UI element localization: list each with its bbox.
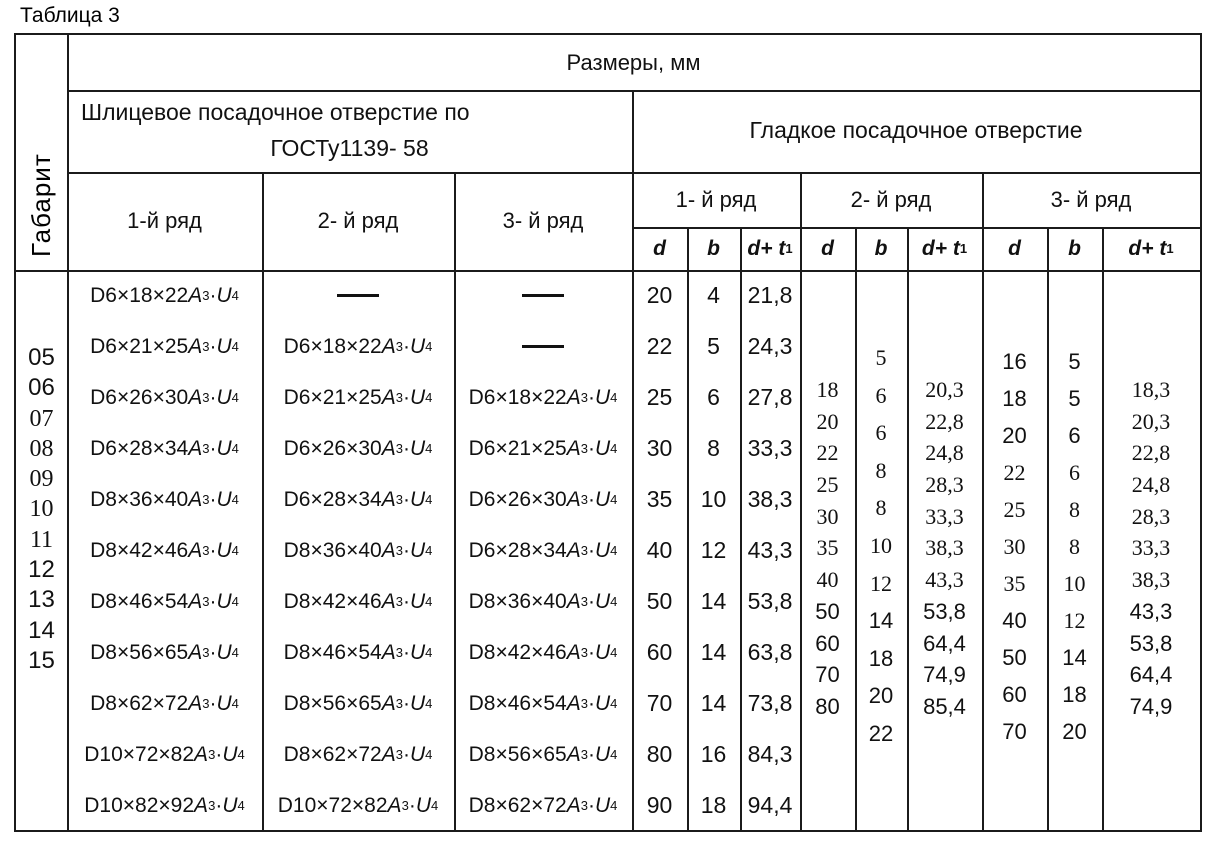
table-cell: 50 (646, 588, 673, 614)
table-cell: D10×82×92 A 3 · U 4 (84, 793, 245, 817)
subheader-b-1: b (707, 236, 720, 260)
table-cell: 24,3 (747, 333, 793, 359)
table-cell: 38,3 (1131, 567, 1171, 593)
table-cell: 5 (1068, 349, 1081, 374)
table-cell: D6×21×25 A 3 · U 4 (90, 334, 239, 358)
table-cell: 13 (28, 586, 55, 614)
subheader-dt1-2: d+ t 1 (921, 236, 968, 260)
table-cell: 35 (646, 486, 673, 512)
table-cell: 6 (1068, 423, 1081, 448)
table-cell: 10 (870, 532, 892, 558)
table-cell: 74,9 (1129, 693, 1173, 719)
table-cell: D8×42×46 A 3 · U 4 (90, 538, 239, 562)
table-cell (262, 270, 454, 321)
table-cell: 14 (700, 639, 727, 665)
table-cell: 64,4 (923, 630, 966, 656)
table-cell: 70 (1002, 719, 1027, 744)
column-smooth3-d (982, 351, 1047, 743)
table-cell: 20 (868, 683, 894, 709)
table-cell: 38,3 (925, 535, 964, 561)
subheader-d-3: d (1008, 236, 1021, 260)
table-cell: 18 (700, 792, 727, 818)
column-header-gabarit: Габарит (26, 153, 56, 257)
table-cell: 90 (646, 792, 673, 818)
table-cell: 73,8 (747, 690, 793, 716)
table-cell: 35 (1003, 571, 1026, 596)
table-cell: D8×46×54 A 3 · U 4 (468, 691, 618, 715)
table-cell: 43,3 (747, 537, 793, 563)
column-spline-row3-values (454, 270, 632, 831)
table-cell: 24,8 (1131, 472, 1171, 498)
table-cell: 18 (816, 377, 839, 402)
table-cell: 09 (29, 466, 54, 493)
table-cell: 60 (1002, 682, 1027, 707)
table-cell: 8 (1069, 534, 1080, 559)
header-smooth-row1: 1- й ряд (675, 186, 757, 212)
table-cell: D6×26×30 A 3 · U 4 (468, 487, 618, 511)
table-cell: D8×62×72 A 3 · U 4 (90, 691, 239, 715)
table-cell: 18 (1062, 682, 1087, 707)
dash-placeholder (522, 294, 564, 297)
table-cell: 28,3 (925, 472, 964, 498)
table-cell: 10 (29, 496, 54, 523)
table-cell: D6×28×34 A 3 · U 4 (283, 487, 433, 511)
table-cell: 16 (700, 741, 727, 767)
table-cell: 22,8 (925, 408, 964, 434)
table-cell: 50 (1002, 645, 1027, 670)
table-cell: 06 (28, 374, 55, 402)
header-smooth-row3: 3- й ряд (1050, 186, 1132, 212)
dash-placeholder (522, 345, 564, 348)
table-cell: 12 (28, 556, 55, 584)
table-cell: 15 (28, 646, 55, 674)
table-cell: 6 (875, 382, 887, 408)
table-cell: 20 (816, 408, 839, 434)
table-cell: D6×18×22 A 3 · U 4 (468, 385, 618, 409)
header-smooth-group (632, 90, 1200, 172)
table-cell: 27,8 (747, 384, 793, 410)
table-cell: D8×62×72 A 3 · U 4 (283, 742, 433, 766)
table-cell: 8 (875, 495, 887, 521)
table-cell: 70 (815, 662, 840, 688)
table-cell: 8 (1069, 497, 1080, 522)
dimensions-table (14, 33, 1202, 832)
column-smooth2-d (800, 379, 855, 718)
table-cell: 43,3 (925, 567, 964, 593)
table-cell: 40 (646, 537, 673, 563)
table-cell: 30 (816, 503, 839, 529)
table-cell: 4 (707, 282, 720, 308)
table-cell: 53,8 (1129, 630, 1173, 656)
table-cell: D6×21×25 A 3 · U 4 (283, 385, 433, 409)
table-cell: 20,3 (925, 377, 964, 402)
table-cell: 22 (646, 333, 673, 359)
subheader-d-2: d (821, 236, 834, 260)
table-cell: 8 (875, 457, 887, 483)
table-cell: 14 (868, 608, 894, 634)
table-cell: 94,4 (747, 792, 793, 818)
table-cell: D6×18×22 A 3 · U 4 (90, 283, 239, 307)
table-cell (454, 321, 632, 372)
header-sizes-mm: Размеры, мм (566, 49, 701, 75)
table-cell: D8×46×54 A 3 · U 4 (283, 640, 433, 664)
table-cell: 14 (700, 588, 727, 614)
table-cell: D8×62×72 A 3 · U 4 (468, 793, 618, 817)
table-cell: 28,3 (1131, 503, 1171, 529)
header-spline-row3: 3- й ряд (502, 208, 584, 233)
table-cell: 80 (646, 741, 673, 767)
table-cell: D6×26×30 A 3 · U 4 (283, 436, 433, 460)
table-cell: 18,3 (1131, 377, 1171, 402)
table-cell: D8×42×46 A 3 · U 4 (283, 589, 433, 613)
column-smooth1-d (632, 270, 687, 831)
table-cell: 12 (700, 537, 727, 563)
table-cell: 8 (707, 435, 720, 461)
table-cell: 6 (875, 420, 887, 446)
table-cell: 18 (868, 645, 894, 671)
table-cell: D8×46×54 A 3 · U 4 (90, 589, 239, 613)
table-cell: 20 (1062, 719, 1087, 744)
table-cell: 85,4 (923, 693, 966, 719)
header-spline-group (67, 90, 632, 172)
header-smooth-group-label: Гладкое посадочное отверстие (749, 117, 1083, 144)
subheader-b-2: b (874, 236, 888, 260)
table-cell: 43,3 (1129, 598, 1173, 624)
table-cell: 64,4 (1129, 662, 1173, 688)
table-cell: 12 (1063, 608, 1086, 633)
subheader-b-3: b (1068, 236, 1081, 260)
column-smooth1-dt1 (740, 270, 800, 831)
table-cell: 5 (875, 345, 887, 370)
table-cell: 22,8 (1131, 440, 1171, 466)
table-cell: 10 (700, 486, 727, 512)
table-cell: 70 (646, 690, 673, 716)
header-spline-group-line2: ГОСТу1139- 58 (270, 135, 429, 161)
table-cell: 84,3 (747, 741, 793, 767)
table-cell: 20,3 (1131, 408, 1171, 434)
table-cell: 80 (815, 693, 840, 719)
table-cell: 38,3 (747, 486, 793, 512)
table-caption: Таблица 3 (20, 4, 120, 27)
table-cell: 5 (1068, 386, 1081, 411)
table-cell: 5 (707, 333, 720, 359)
table-cell: D6×18×22 A 3 · U 4 (283, 334, 433, 358)
table-cell: 08 (29, 435, 54, 462)
table-cell: 25 (816, 472, 839, 498)
table-cell: 63,8 (747, 639, 793, 665)
table-cell: 6 (1069, 460, 1080, 485)
table-cell: 33,3 (925, 503, 964, 529)
table-cell: 30 (1003, 534, 1026, 559)
column-smooth3-b (1047, 351, 1102, 743)
table-cell: 53,8 (923, 598, 966, 624)
table-cell: D6×21×25 A 3 · U 4 (468, 436, 618, 460)
column-spline-row2-values (262, 270, 454, 831)
table-cell: 24,8 (925, 440, 964, 466)
table-cell: 25 (646, 384, 673, 410)
table-cell: D8×56×65 A 3 · U 4 (283, 691, 433, 715)
table-cell: 18 (1002, 386, 1027, 411)
subheader-d-1: d (653, 236, 666, 260)
table-cell: 60 (646, 639, 673, 665)
table-cell: D6×28×34 A 3 · U 4 (90, 436, 239, 460)
header-spline-row1: 1-й ряд (127, 208, 202, 233)
table-cell: 05 (28, 344, 55, 371)
table-cell: 30 (646, 435, 673, 461)
table-cell: 20 (646, 282, 673, 308)
table-cell: 35 (816, 535, 839, 561)
table-cell: 40 (1002, 608, 1027, 633)
table-cell: D8×56×65 A 3 · U 4 (90, 640, 239, 664)
table-cell: 40 (816, 567, 839, 593)
table-cell: 07 (29, 405, 54, 432)
table-cell: 22 (1003, 460, 1026, 485)
table-cell: D8×56×65 A 3 · U 4 (468, 742, 618, 766)
table-cell: D8×36×40 A 3 · U 4 (90, 487, 239, 511)
table-cell: 14 (1062, 645, 1087, 670)
table-cell: 25 (1003, 497, 1026, 522)
table-cell: 12 (870, 570, 892, 596)
table-cell: D10×72×82 A 3 · U 4 (84, 742, 245, 766)
column-gabarit-values (16, 346, 67, 673)
column-smooth2-b (855, 347, 907, 745)
table-cell: D8×36×40 A 3 · U 4 (283, 538, 433, 562)
table-cell: 74,9 (923, 662, 966, 688)
table-cell: 60 (815, 630, 840, 656)
subheader-dt1-3: d+ t 1 (1128, 236, 1174, 260)
table-cell: D6×28×34 A 3 · U 4 (468, 538, 618, 562)
table-cell: D8×42×46 A 3 · U 4 (468, 640, 618, 664)
header-spline-group-line1: Шлицевое посадочное отверстие по (81, 99, 470, 126)
table-cell: 33,3 (747, 435, 793, 461)
table-cell: 22 (868, 720, 894, 746)
table-cell: 16 (1002, 349, 1027, 374)
table-cell: 22 (816, 440, 839, 466)
table-cell: 6 (707, 384, 720, 410)
table-cell: 20 (1002, 423, 1027, 448)
table-cell: D6×26×30 A 3 · U 4 (90, 385, 239, 409)
table-cell: 33,3 (1131, 535, 1171, 561)
table-cell: 14 (700, 690, 727, 716)
table-cell: 10 (1063, 571, 1086, 596)
subheader-dt1-1: d+ t 1 (747, 236, 793, 260)
column-smooth1-b (687, 270, 740, 831)
column-spline-row1-values (67, 270, 262, 831)
table-cell: 14 (28, 616, 55, 644)
dash-placeholder (337, 294, 379, 297)
table-cell: 11 (29, 526, 54, 553)
column-smooth2-dt1 (907, 379, 982, 718)
table-cell (454, 270, 632, 321)
header-spline-row2: 2- й ряд (317, 208, 399, 233)
header-smooth-row2: 2- й ряд (850, 186, 932, 212)
table-cell: D10×72×82 A 3 · U 4 (277, 793, 439, 817)
table-cell: 50 (815, 598, 840, 624)
table-cell: 21,8 (747, 282, 793, 308)
table-cell: D8×36×40 A 3 · U 4 (468, 589, 618, 613)
column-smooth3-dt1 (1102, 379, 1200, 718)
table-cell: 53,8 (747, 588, 793, 614)
